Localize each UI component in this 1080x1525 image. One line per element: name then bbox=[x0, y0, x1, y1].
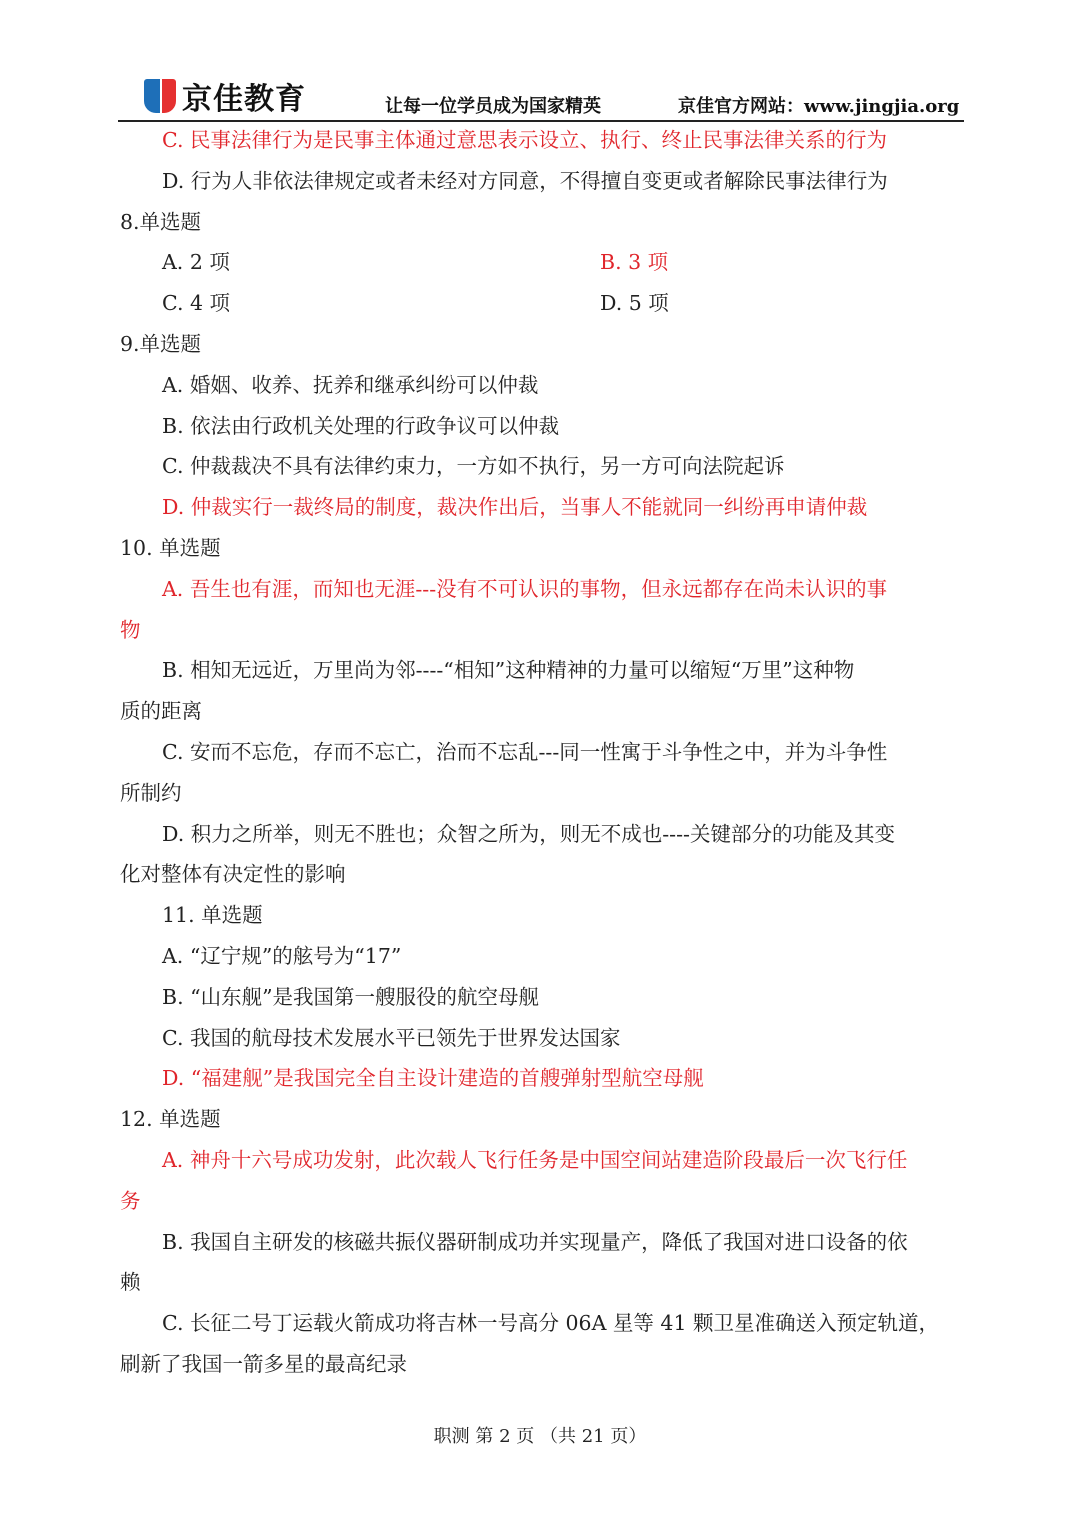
document-body bbox=[120, 120, 965, 1385]
q11-option-a: A. “辽宁规”的舷号为“17” bbox=[162, 943, 402, 968]
q8-row-1 bbox=[120, 242, 965, 283]
q10-option-b-line1: B. 相知无远近，万里尚为邻----“相知”这种精神的力量可以缩短“万里”这种物 bbox=[162, 658, 855, 683]
header-slogan: 让每一位学员成为国家精英 bbox=[385, 96, 601, 117]
q12-option-a-line2: 务 bbox=[120, 1188, 141, 1213]
q7-option-d: D. 行为人非依法律规定或者未经对方同意，不得擅自变更或者解除民事法律行为 bbox=[162, 168, 888, 193]
q8-title: 8.单选题 bbox=[120, 209, 202, 234]
q12-option-b-line2: 赖 bbox=[120, 1270, 141, 1295]
jingjia-logo bbox=[144, 78, 306, 117]
q8-row-2 bbox=[120, 283, 965, 324]
q8-option-d: D. 5 项 bbox=[600, 291, 669, 316]
logo-mark-icon bbox=[144, 79, 178, 113]
q9-option-c: C. 仲裁裁决不具有法律约束力，一方如不执行，另一方可向法院起诉 bbox=[162, 454, 785, 479]
q10-option-c-line2: 所制约 bbox=[120, 780, 182, 805]
page-header bbox=[118, 74, 964, 122]
q12-option-a-line1: A. 神舟十六号成功发射，此次载人飞行任务是中国空间站建造阶段最后一次飞行任 bbox=[162, 1147, 908, 1172]
q9-title: 9.单选题 bbox=[120, 331, 202, 356]
q8-option-a: A. 2 项 bbox=[162, 250, 230, 275]
q10-option-d-line1: D. 积力之所举，则无不胜也；众智之所为，则无不成也----关键部分的功能及其变 bbox=[162, 821, 895, 846]
page-footer: 职测 第 2 页 （共 21 页） bbox=[433, 1426, 647, 1447]
q11-option-c: C. 我国的航母技术发展水平已领先于世界发达国家 bbox=[162, 1025, 621, 1050]
q12-option-c-line1: C. 长征二号丁运载火箭成功将吉林一号高分 06A 星等 41 颗卫星准确送入预定轨道， bbox=[162, 1311, 940, 1336]
q10-option-a-line1: A. 吾生也有涯，而知也无涯---没有不可认识的事物，但永远都存在尚未认识的事 bbox=[162, 576, 888, 601]
q10-option-c-line1: C. 安而不忘危，存而不忘亡，治而不忘乱---同一性寓于斗争性之中，并为斗争性 bbox=[162, 739, 888, 764]
q9-option-b: B. 依法由行政机关处理的行政争议可以仲裁 bbox=[162, 413, 560, 438]
q10-option-a-line2: 物 bbox=[120, 617, 141, 642]
q7-option-c: C. 民事法律行为是民事主体通过意思表示设立、执行、终止民事法律关系的行为 bbox=[162, 128, 887, 152]
q8-option-b: B. 3 项 bbox=[600, 250, 669, 275]
q9-option-a: A. 婚姻、收养、抚养和继承纠纷可以仲裁 bbox=[162, 372, 539, 397]
q12-option-c-line2: 刷新了我国一箭多星的最高纪录 bbox=[120, 1351, 407, 1376]
q11-title: 11. 单选题 bbox=[162, 903, 263, 928]
q12-option-b-line1: B. 我国自主研发的核磁共振仪器研制成功并实现量产，降低了我国对进口设备的依 bbox=[162, 1229, 908, 1254]
q9-option-d: D. 仲裁实行一裁终局的制度，裁决作出后，当事人不能就同一纠纷再申请仲裁 bbox=[162, 495, 868, 520]
header-website: 京佳官方网站：www.jingjia.org bbox=[678, 96, 960, 117]
q10-option-b-line2: 质的距离 bbox=[120, 699, 202, 724]
q10-option-d-line2: 化对整体有决定性的影响 bbox=[120, 862, 346, 887]
q8-option-c: C. 4 项 bbox=[162, 291, 231, 316]
q12-title: 12. 单选题 bbox=[120, 1107, 221, 1132]
q10-title: 10. 单选题 bbox=[120, 535, 221, 560]
q11-option-b: B. “山东舰”是我国第一艘服役的航空母舰 bbox=[162, 984, 540, 1009]
logo-text: 京佳教育 bbox=[182, 82, 306, 117]
q11-option-d: D. “福建舰”是我国完全自主设计建造的首艘弹射型航空母舰 bbox=[162, 1066, 704, 1091]
